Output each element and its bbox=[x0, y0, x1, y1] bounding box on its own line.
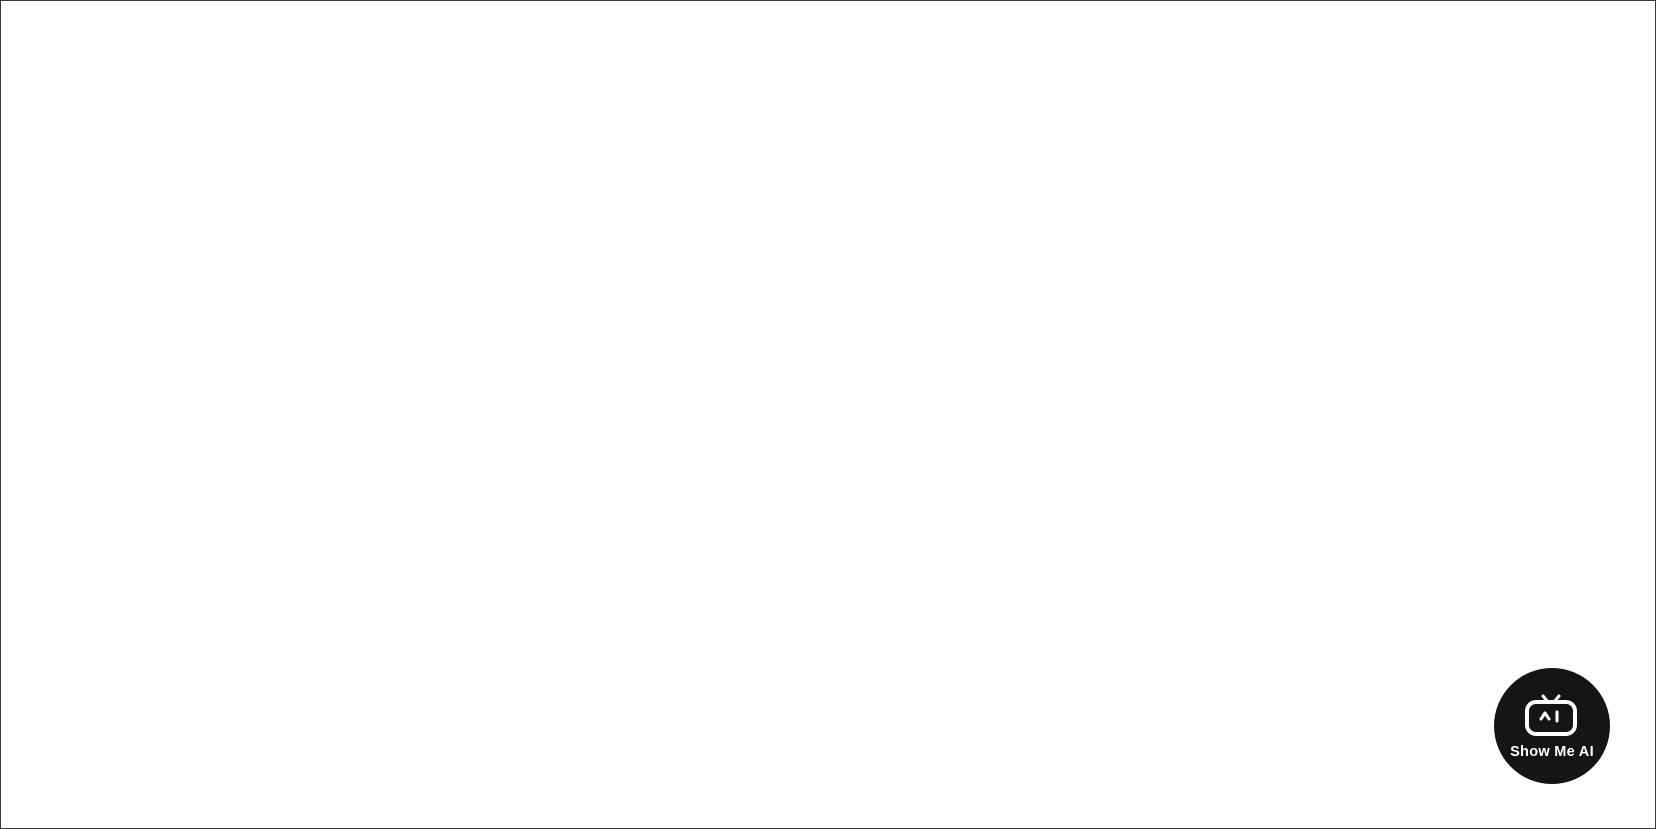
show-me-ai-button[interactable] bbox=[1494, 668, 1610, 784]
robot-tv-icon bbox=[1523, 694, 1579, 738]
show-me-ai-label: Show Me AI bbox=[1510, 744, 1594, 760]
